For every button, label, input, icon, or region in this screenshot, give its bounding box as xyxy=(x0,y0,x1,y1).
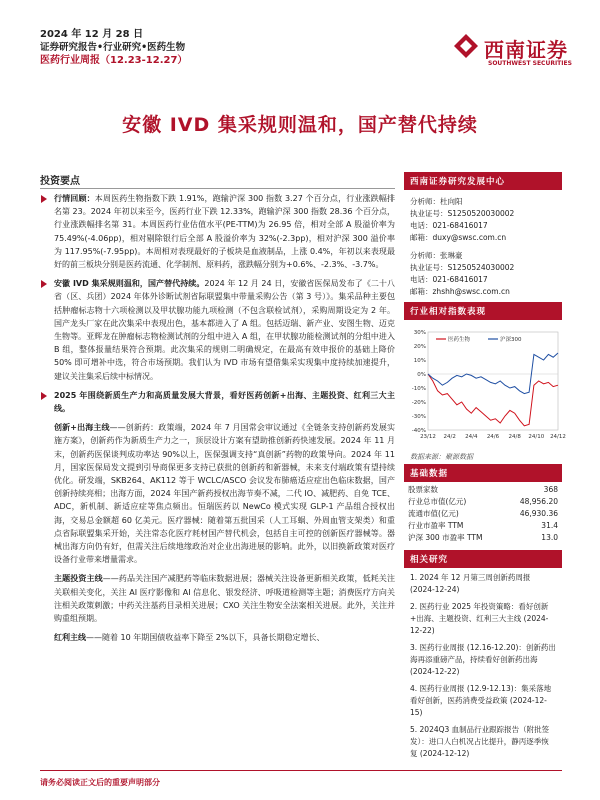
y-tick-label: -30% xyxy=(411,414,426,420)
paragraph-head: 安徽 IVD 集采规则温和，国产替代持续。 xyxy=(54,279,205,289)
y-tick-label: -10% xyxy=(411,386,426,392)
basic-data-row xyxy=(404,508,562,520)
analyst-tel: 电话：021-68416017 xyxy=(410,275,488,284)
x-tick-label: 24/10 xyxy=(528,434,545,440)
basic-data-value: 46,930.36 xyxy=(519,509,558,518)
basic-data-table xyxy=(404,484,562,544)
paragraph-theme-investing xyxy=(40,572,395,625)
report-header xyxy=(40,28,300,68)
x-tick-label: 24/12 xyxy=(550,434,566,440)
paragraph-innovation xyxy=(40,421,395,566)
report-title: 安徽 IVD 集采规则温和，国产替代持续 xyxy=(122,114,478,136)
x-tick-label: 23/12 xyxy=(420,434,436,440)
analyst-cert: 执业证号：S1250520030002 xyxy=(410,209,515,218)
basic-data-row xyxy=(404,520,562,532)
sidebar xyxy=(404,172,566,769)
basic-data-key: 流通市值(亿元) xyxy=(408,509,459,518)
analyst-name: 分析师：张琳豪 xyxy=(410,251,463,260)
related-report-link[interactable]: 3. 医药行业周报 (12.16-12.20)：创新药出海再添重磅产品，持续看好创新药出海 (2024-12-22) xyxy=(410,643,556,676)
series-line xyxy=(428,353,558,394)
y-tick-label: 20% xyxy=(413,344,426,350)
index-chart-svg xyxy=(404,326,566,446)
paragraph-ivd xyxy=(40,277,395,383)
basic-data-header: 基础数据 xyxy=(404,464,562,482)
paragraph-dividend xyxy=(40,631,395,644)
basic-data-row xyxy=(404,496,562,508)
y-tick-label: 30% xyxy=(413,330,426,336)
basic-data-key: 行业市盈率 TTM xyxy=(408,521,464,530)
footer-disclaimer: 请务必阅读正文后的重要声明部分 xyxy=(40,778,160,787)
analyst-tel: 电话：021-68416017 xyxy=(410,221,488,230)
section-divider xyxy=(40,188,395,189)
x-tick-label: 24/8 xyxy=(508,434,521,440)
index-chart xyxy=(404,326,566,450)
analyst-cert: 执业证号：S1250524030002 xyxy=(410,263,515,272)
report-series: 医药行业周报（12.23-12.27） xyxy=(40,55,188,66)
paragraph-head: 创新+出海主线 xyxy=(54,423,110,433)
chart-source: 数据来源：聚源数据 xyxy=(410,453,473,461)
paragraph-head: 行情回顾： xyxy=(54,194,95,203)
report-category: 证券研究报告•行业研究•医药生物 xyxy=(40,42,186,53)
analyst-header: 西南证券研究发展中心 xyxy=(404,172,562,190)
y-tick-label: -40% xyxy=(411,428,426,434)
paragraph-head: 主题投资主线 xyxy=(54,574,103,584)
x-tick-label: 24/4 xyxy=(465,434,478,440)
related-report-link[interactable]: 5. 2024Q3 血制品行业跟踪报告（附批签发）：进口人白机况占比提升，静丙逐季恢复 (2024-12-12) xyxy=(410,725,550,758)
basic-data-key: 行业总市值(亿元) xyxy=(408,497,467,506)
analyst-name: 分析师：杜向阳 xyxy=(410,197,463,206)
main-content xyxy=(40,192,395,651)
company-logo xyxy=(452,30,572,80)
x-tick-label: 24/2 xyxy=(443,434,456,440)
y-tick-label: 10% xyxy=(413,358,426,364)
footer-divider xyxy=(40,770,562,771)
basic-data-row xyxy=(404,484,562,496)
related-report-link[interactable]: 1. 2024 年 12 月第三周创新药周报 (2024-12-24) xyxy=(410,573,531,594)
related-report-link[interactable]: 2. 医药行业 2025 年投资策略：看好创新+出海、主题投资、红利三大主线 (2024-12-22) xyxy=(410,602,549,635)
basic-data-key: 沪深 300 市盈率 TTM xyxy=(408,533,483,542)
basic-data-value: 368 xyxy=(543,485,558,494)
basic-data-row xyxy=(404,532,562,544)
basic-data-value: 48,956.20 xyxy=(519,497,558,506)
y-tick-label: -20% xyxy=(411,400,426,406)
related-report-link[interactable]: 4. 医药行业周报 (12.9-12.13)：集采落地看好创新，医药消费受益政策 (2024-12-15) xyxy=(410,684,552,717)
legend-label: 医药生物 xyxy=(448,337,471,343)
legend-label: 沪深300 xyxy=(500,337,522,343)
logo-text-cn: 西南证券 xyxy=(484,38,568,62)
paragraph-body: 2024 年 12 月 24 日，安徽省医保局发布了《二十八省（区、兵团）2024 年体外诊断试剂省际联盟集中带量采购公告（第 3 号）》。集采品种主要包括肿瘤标志物十六项检测以及甲状腺功能九项检测（不包含联检试剂），采购周期设定为 2 年。国产龙头厂家在此次集采中表现出色，基本都进入了 A 组。包括迈瑞、新产业、安图生物、迈克生物等。亚辉龙在肿瘤标志物检测试剂的分组中进入 A 组，在甲状腺功能检测试剂的分组中进入 B 组，整体报量结果符合预期。此次集采的规则二明确规定，在最高有效申报价的基础上降价 50% 即可增补中选，符合市场预期。我们认为 IVD 市场有望借集采实现集中度持续加速提升，建议关注集采后续中标情况。 xyxy=(54,279,395,381)
paragraph-body: ——创新药：政策端，2024 年 7 月国常会审议通过《全链条支持创新药发展实施方案》，创新药作为新质生产力之一，顶层设计方案有望助推创新药快速发展。2024 年 11 月末，创新药医保谈判成功率达 90%以上，医保强调支持“真创新”药物的政策导向。2024 年 11 月，国家医保局发文提到引导商保更多支持已获批的创新药和新器械，未来支付端政策有望持续优化。研发端，SKB264、AK112 等于 WCLC/ASCO 会议发布肺癌适应症出色临床数据，国产创新持续亮相；出海方面，2024 年国产新药授权出海节奏不减，二代 IO、减肥药、自免 TCE、ADC，新机制、新适应症等焦点频出。恒瑞医药以 NewCo 模式实现 GLP-1 产品组合授权出海，交易总金额超 60 亿美元。医疗器械：随着第五批国采（人工耳蜗、外周血管支架类）和重点省际联盟集采开始，关注常态化医疗耗材国产替代机会，包括自主可控的创新医疗器械等。器械出海方向仍有好，但需关注后续地缘政治对企业出海进展的影响。此外，以旧换新政策对医疗设备行业带来增量需求。 xyxy=(54,423,395,565)
basic-data-value: 13.0 xyxy=(541,533,558,542)
paragraph-body: 本周医药生物指数下跌 1.91%，跑输沪深 300 指数 3.27 个百分点，行业涨跌幅排名第 23。2024 年初以来至今，医药行业下跌 12.33%，跑输沪深 300 指数 28.36 个百分点，行业涨跌幅排名第 31。本周医药行业估值水平(PE-TTM)为 26.95 倍，相对全部 A 股溢价率为 75.49%(-4.06pp)，相对剔除银行后全部 A 股溢价率为 32%(-2.3pp)，相对沪深 300 溢价率为 117.95%(-7.95pp)。本周相对表现最好的子板块是血液制品，上涨 0.4%，年初以来表现最好的前三板块分别是医药流通、化学制剂、原料药，涨跌幅分别为+0.6%、-2.3%、-3.7%。 xyxy=(54,194,396,270)
logo-mark-icon xyxy=(452,32,480,60)
x-tick-label: 24/6 xyxy=(486,434,500,440)
related-list xyxy=(404,568,562,769)
related-header: 相关研究 xyxy=(404,550,562,568)
chart-header: 行业相对指数表现 xyxy=(404,302,562,320)
analyst-block xyxy=(404,190,562,302)
basic-data-value: 31.4 xyxy=(541,521,558,530)
analyst-mail[interactable]: 邮箱：zhshh@swsc.com.cn xyxy=(410,287,510,296)
report-date: 2024 年 12 月 28 日 xyxy=(40,29,144,40)
section-heading: 投资要点 xyxy=(40,176,80,187)
paragraph-themes: 2025 年围绕新质生产力和高质量发展大背景，看好医药创新+出海、主题投资、红利三大主线。 xyxy=(40,389,395,415)
paragraph-head: 红利主线 xyxy=(54,633,86,643)
y-tick-label: 0% xyxy=(417,372,426,378)
basic-data-key: 股票家数 xyxy=(408,485,438,494)
paragraph-market-review xyxy=(40,192,395,271)
logo-text-en: SOUTHWEST SECURITIES xyxy=(488,60,572,67)
analyst-mail[interactable]: 邮箱：duxy@swsc.com.cn xyxy=(410,233,507,242)
paragraph-body: ——随着 10 年期国债收益率下降至 2%以下，具备长期稳定增长、 xyxy=(86,633,325,643)
paragraph-body: ——药品关注国产减肥药等临床数据进展；器械关注设备更新相关政策，低耗关注关联相关变化，关注 AI 医疗影像和 AI 信息化、银发经济、呼吸道检测等主题；消费医疗方向关注相关政策刺激；中药关注基药目录相关进展；CXO 关注生物安全法案相关进展。此外，关注并购重组预期。 xyxy=(54,574,395,624)
